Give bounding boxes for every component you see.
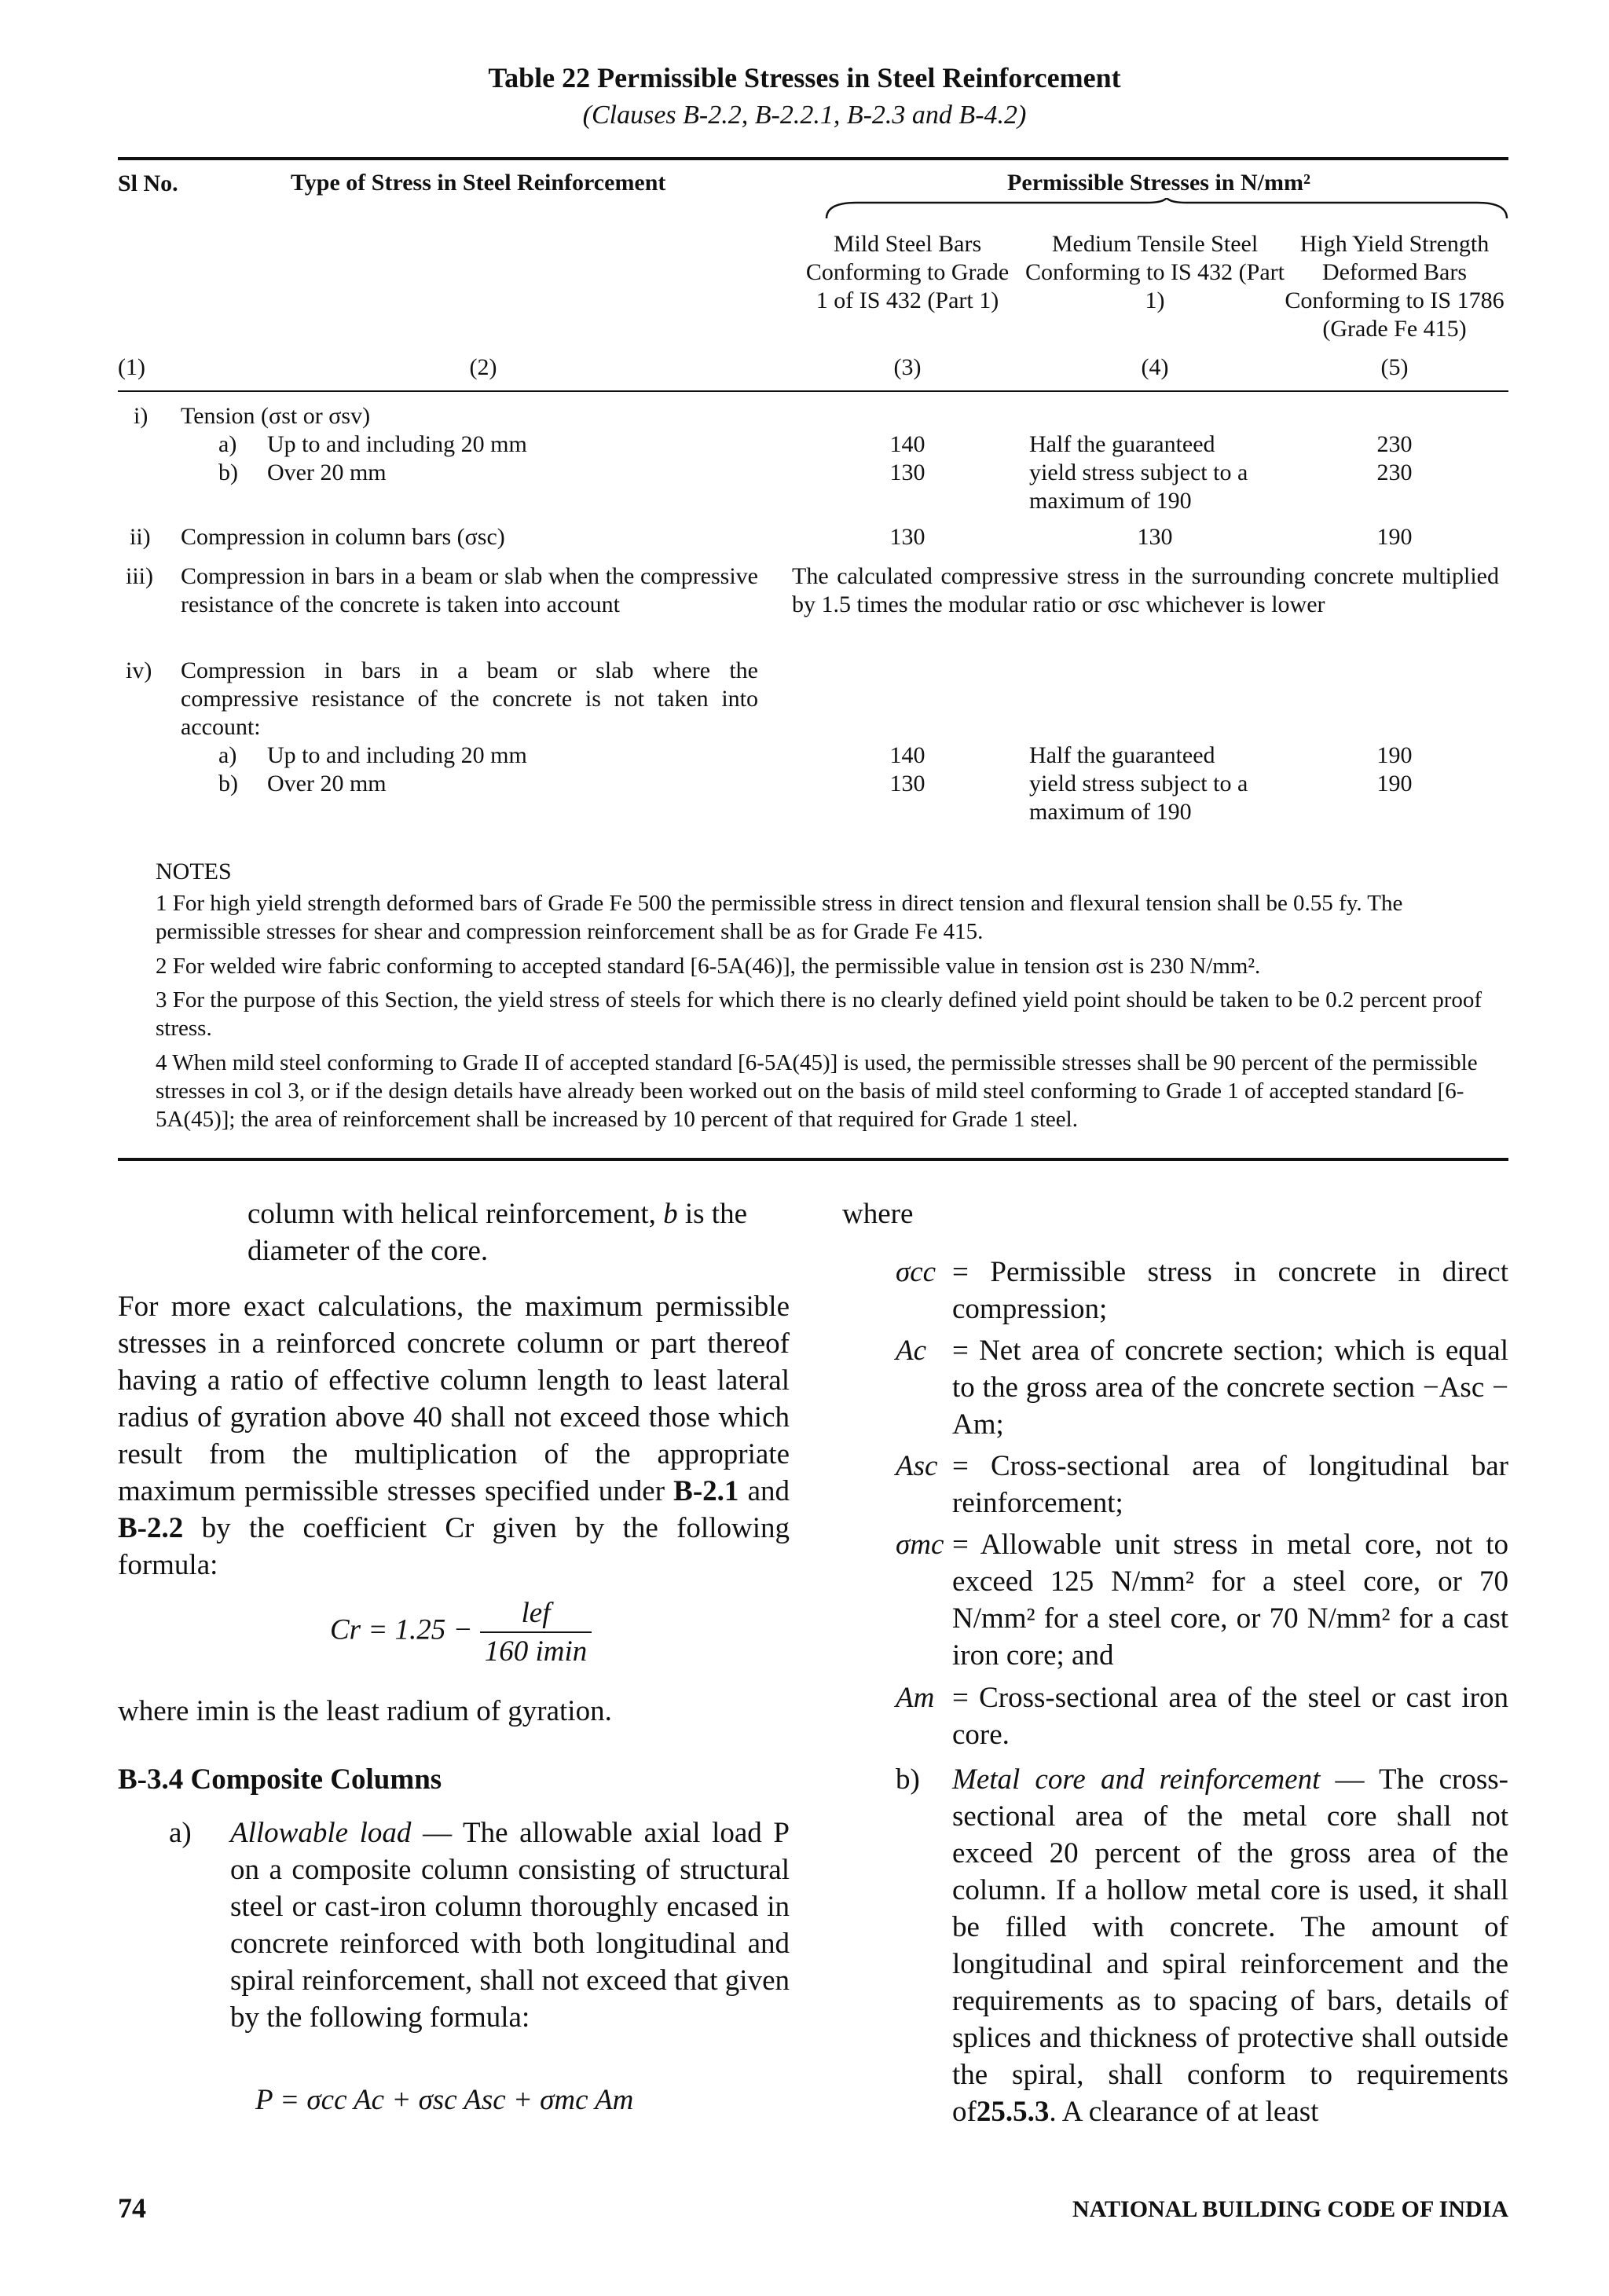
row3-text: Compression in bars in a beam or slab when the compressive resistance of the concrete is taken into account xyxy=(181,563,758,617)
notes-title: NOTES xyxy=(156,859,232,884)
col-number-4: (4) xyxy=(1141,354,1169,380)
def-sym-am: Am xyxy=(896,1682,935,1714)
row4b-label: b) xyxy=(218,771,238,796)
where-label: where xyxy=(842,1198,914,1230)
load-formula: P = σcc Ac + σsc Asc + σmc Am xyxy=(255,2084,634,2116)
def-sym-ac: Ac xyxy=(896,1335,927,1367)
table-clauses: (Clauses B-2.2, B-2.2.1, B-2.3 and B-4.2) xyxy=(582,101,1027,130)
header-type: Type of Stress in Steel Reinforcement xyxy=(291,170,666,196)
note-2: 2 For welded wire fabric conforming to accepted standard [6-5A(46)], the permissible value in tension σst is 230 N/mm². xyxy=(156,954,1261,979)
row1b-label: b) xyxy=(218,460,238,485)
item-b-label: b) xyxy=(896,1763,920,1796)
col-number-5: (5) xyxy=(1380,354,1409,380)
col-number-1: (1) xyxy=(118,354,145,380)
item-a-paragraph: Allowable load — The allowable axial load P on a composite column consisting of structural steel or cast-iron column thoroughly encased in concrete reinforced with both longitudinal and spiral reinforcement, shall not exceed that given by the following formula: xyxy=(230,1817,790,2034)
row2-text: Compression in column bars (σsc) xyxy=(181,524,505,550)
row4b-col5: 190 xyxy=(1376,771,1413,796)
def-text-sigma-cc: = Permissible stress in concrete in direct compression; xyxy=(952,1256,1508,1325)
row4b-col3: 130 xyxy=(889,771,925,796)
row1-number: i) xyxy=(134,403,148,429)
row4-text: Compression in bars in a beam or slab where the compressive resistance of the concrete is not taken into account: xyxy=(181,657,758,740)
row1a-label: a) xyxy=(218,431,237,457)
row4-number: iv) xyxy=(126,657,152,683)
table-header-rule xyxy=(118,390,1508,392)
formula-numerator: lef xyxy=(480,1595,592,1633)
item-a-label: a) xyxy=(169,1817,192,1849)
row2-col4: 130 xyxy=(1137,524,1173,550)
row4a-col5: 190 xyxy=(1376,742,1413,768)
row4a-col3: 140 xyxy=(889,742,925,768)
row4a-text: Up to and including 20 mm xyxy=(267,742,527,768)
row1a-text: Up to and including 20 mm xyxy=(267,431,527,457)
formula-denominator: 160 imin xyxy=(484,1635,588,1668)
row2-number: ii) xyxy=(130,524,151,550)
def-sym-asc: Asc xyxy=(896,1450,938,1482)
col-number-3: (3) xyxy=(893,354,922,380)
section-heading-composite-columns: B-3.4 Composite Columns xyxy=(118,1763,442,1796)
table-top-rule xyxy=(118,157,1508,160)
def-text-asc: = Cross-sectional area of longitudinal bar reinforcement; xyxy=(952,1450,1508,1519)
row4a-label: a) xyxy=(218,742,237,768)
row1b-col5: 230 xyxy=(1376,460,1413,485)
def-sym-sigma-mc: σmc xyxy=(896,1529,944,1561)
note-4: 4 When mild steel conforming to Grade II of accepted standard [6-5A(45)] is used, the permissible stresses shall be 90 percent of the permissible stresses in col 3, or if the design details have already been worked out on the basis of mild steel conforming to Grade 1 of accepted standard [6-5A(45)]; the area of reinforcement shall be increased by 10 percent of that required for Grade 1 steel. xyxy=(156,1050,1478,1132)
item-b-paragraph: Metal core and reinforcement — The cross-sectional area of the metal core shall not exceed 20 percent of the gross area of the column. If a hollow metal core is used, it shall be filled with concrete. The amount of longitudinal and spiral reinforcement and the requirements as to spacing of bars, details of splices and thickness of protective shall outside the spiral, shall conform to requirements of25.5.3. A clearance of at least xyxy=(952,1763,1508,2128)
row1-text: Tension (σst or σsv) xyxy=(181,403,371,429)
header-brace xyxy=(825,198,1508,222)
row2-col3: 130 xyxy=(889,524,925,550)
def-sym-sigma-cc: σcc xyxy=(896,1256,936,1288)
row3-number: iii) xyxy=(126,563,153,589)
row1b-col3: 130 xyxy=(889,460,925,485)
header-col3: Mild Steel Bars Conforming to Grade 1 of IS 432 (Part 1) xyxy=(805,231,1010,313)
row1a-col3: 140 xyxy=(889,431,925,457)
where-line: where imin is the least radium of gyration. xyxy=(118,1695,612,1727)
row1a-col5: 230 xyxy=(1376,431,1413,457)
col-number-2: (2) xyxy=(469,354,497,380)
row2-col5: 190 xyxy=(1376,524,1413,550)
coefficient-formula: Cr = 1.25 − $\frac{\text{lef}}{160 imin}$ xyxy=(330,1595,660,1670)
left-paragraph: For more exact calculations, the maximum permissible stresses in a reinforced concrete column or part thereof having a ratio of effective column length to least lateral radius of gyration above 40 shall not exceed those which result from the multiplication of the appropriate maximum permissible stresses specified under B-2.1 and B-2.2 by the coefficient Cr given by the following formula: xyxy=(118,1291,790,1581)
row4-col4: Half the guaranteed yield stress subject to a maximum of 190 xyxy=(1029,742,1248,825)
note-3: 3 For the purpose of this Section, the yield stress of steels for which there is no clearly defined yield point should be taken to be 0.2 percent proof stress. xyxy=(156,987,1483,1041)
table-title: Table 22 Permissible Stresses in Steel Reinforcement xyxy=(488,62,1121,93)
table-bottom-rule xyxy=(118,1158,1508,1161)
header-sl-no: Sl No. xyxy=(118,170,178,196)
header-permissible: Permissible Stresses in N/mm² xyxy=(1007,170,1310,196)
row1-col4: Half the guaranteed yield stress subject to a maximum of 190 xyxy=(1029,431,1248,514)
row4b-text: Over 20 mm xyxy=(267,771,387,796)
header-col4: Medium Tensile Steel Conforming to IS 432 (Part 1) xyxy=(1025,231,1285,313)
publication-name: NATIONAL BUILDING CODE OF INDIA xyxy=(1072,2196,1508,2222)
left-continuation: column with helical reinforcement, b is the diameter of the core. xyxy=(247,1198,748,1267)
page-number: 74 xyxy=(118,2192,146,2224)
def-text-am: = Cross-sectional area of the steel or cast iron core. xyxy=(952,1682,1508,1751)
row1b-text: Over 20 mm xyxy=(267,460,387,485)
row3-value: The calculated compressive stress in the surrounding concrete multiplied by 1.5 times the modular ratio or σsc whichever is lower xyxy=(792,563,1499,617)
def-text-sigma-mc: = Allowable unit stress in metal core, not to exceed 125 N/mm² for a steel core, or 70 N/mm² for a steel core, or 70 N/mm² for a cast iron core; and xyxy=(952,1529,1508,1672)
note-1: 1 For high yield strength deformed bars of Grade Fe 500 the permissible stress in direct tension and flexural tension shall be 0.55 fy. The permissible stresses for shear and compression reinforcement shall be as for Grade Fe 415. xyxy=(156,891,1403,944)
header-col5: High Yield Strength Deformed Bars Conforming to IS 1786 (Grade Fe 415) xyxy=(1285,231,1505,342)
def-text-ac: = Net area of concrete section; which is equal to the gross area of the concrete section −Asc − Am; xyxy=(952,1335,1508,1441)
